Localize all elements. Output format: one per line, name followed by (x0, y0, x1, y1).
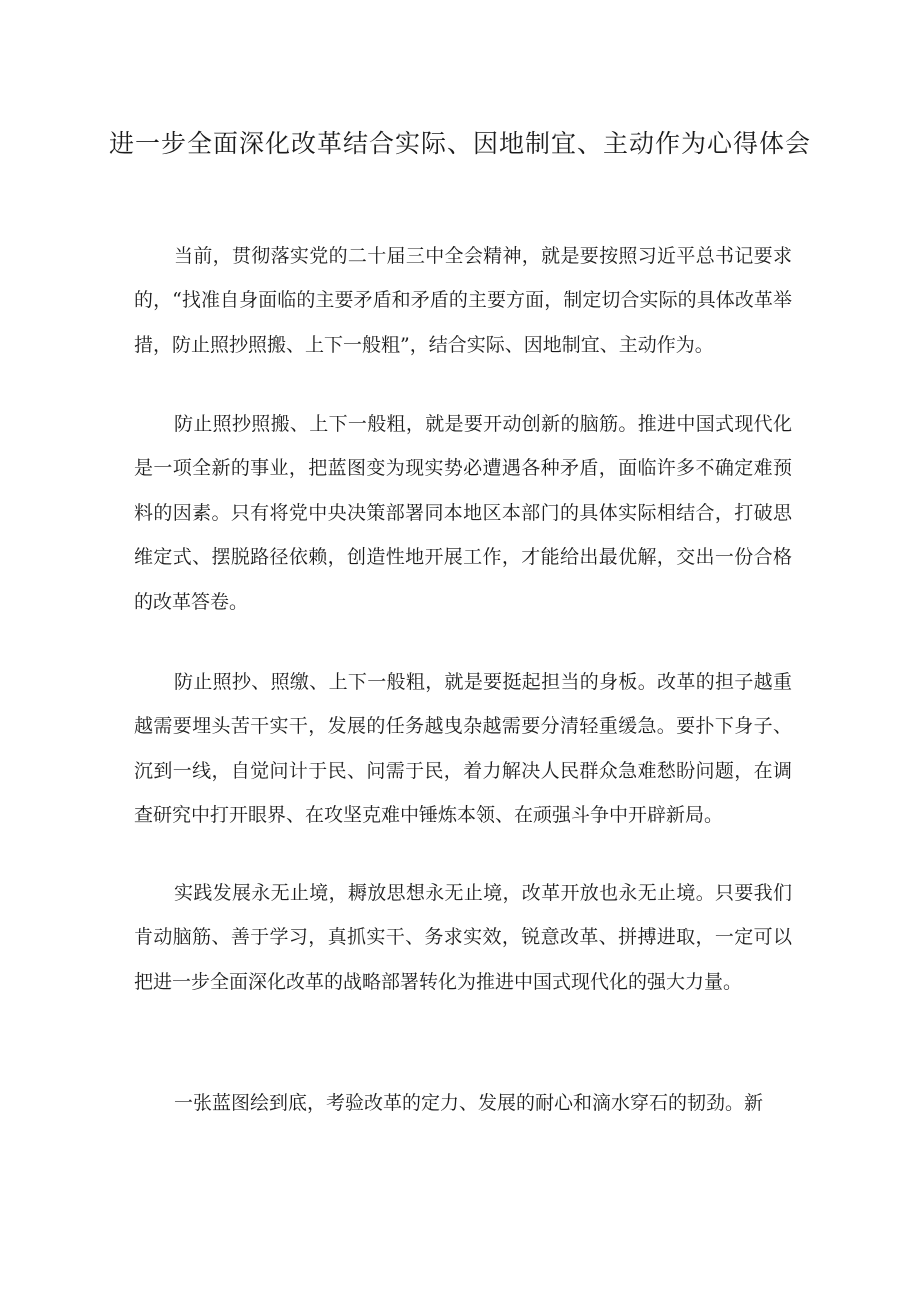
paragraph: 当前，贯彻落实党的二十届三中全会精神，就是要按照习近平总书记要求的，“找准自身面临的主要矛盾和矛盾的主要方面，制定切合实际的具体改革举措，防止照抄照搬、上下一般粗”，结合实际、因地制宜、主动作为。 (134, 245, 792, 356)
paragraph: 一张蓝图绘到底，考验改革的定力、发展的耐心和滴水穿石的韧劲。新 (174, 1092, 764, 1114)
paragraph: 防止照抄照搬、上下一般粗，就是要开动创新的脑筋。推进中国式现代化是一项全新的事业，把蓝图变为现实势必遭遇各种矛盾，面临许多不确定难预料的因素。只有将党中央决策部署同本地区本部门的具体实际相结合，打破思维定式、摆脱路径依赖，创造性地开展工作，才能给出最优解，交出一份合格的改革答卷。 (134, 413, 792, 613)
paragraph: 防止照抄、照缴、上下一般粗，就是要挺起担当的身板。改革的担子越重越需要埋头苦干实干，发展的任务越曳杂越需要分清轻重缓急。要扑下身子、沉到一线，自觉问计于民、问需于民，着力解决人民群众急难愁盼问题，在调查研究中打开眼界、在攻坚克难中锤炼本领、在顽强斗争中开辟新局。 (134, 671, 792, 827)
document-title: 进一步全面深化改革结合实际、因地制宜、主动作为心得体会 (108, 129, 811, 158)
paragraph: 实践发展永无止境，耨放思想永无止境，改革开放也永无止境。只要我们肯动脑筋、善于学习，真抓实干、务求实效，锐意改革、拼搏进取，一定可以把进一步全面深化改革的战略部署转化为推进中国式现代化的强大力量。 (134, 882, 792, 993)
